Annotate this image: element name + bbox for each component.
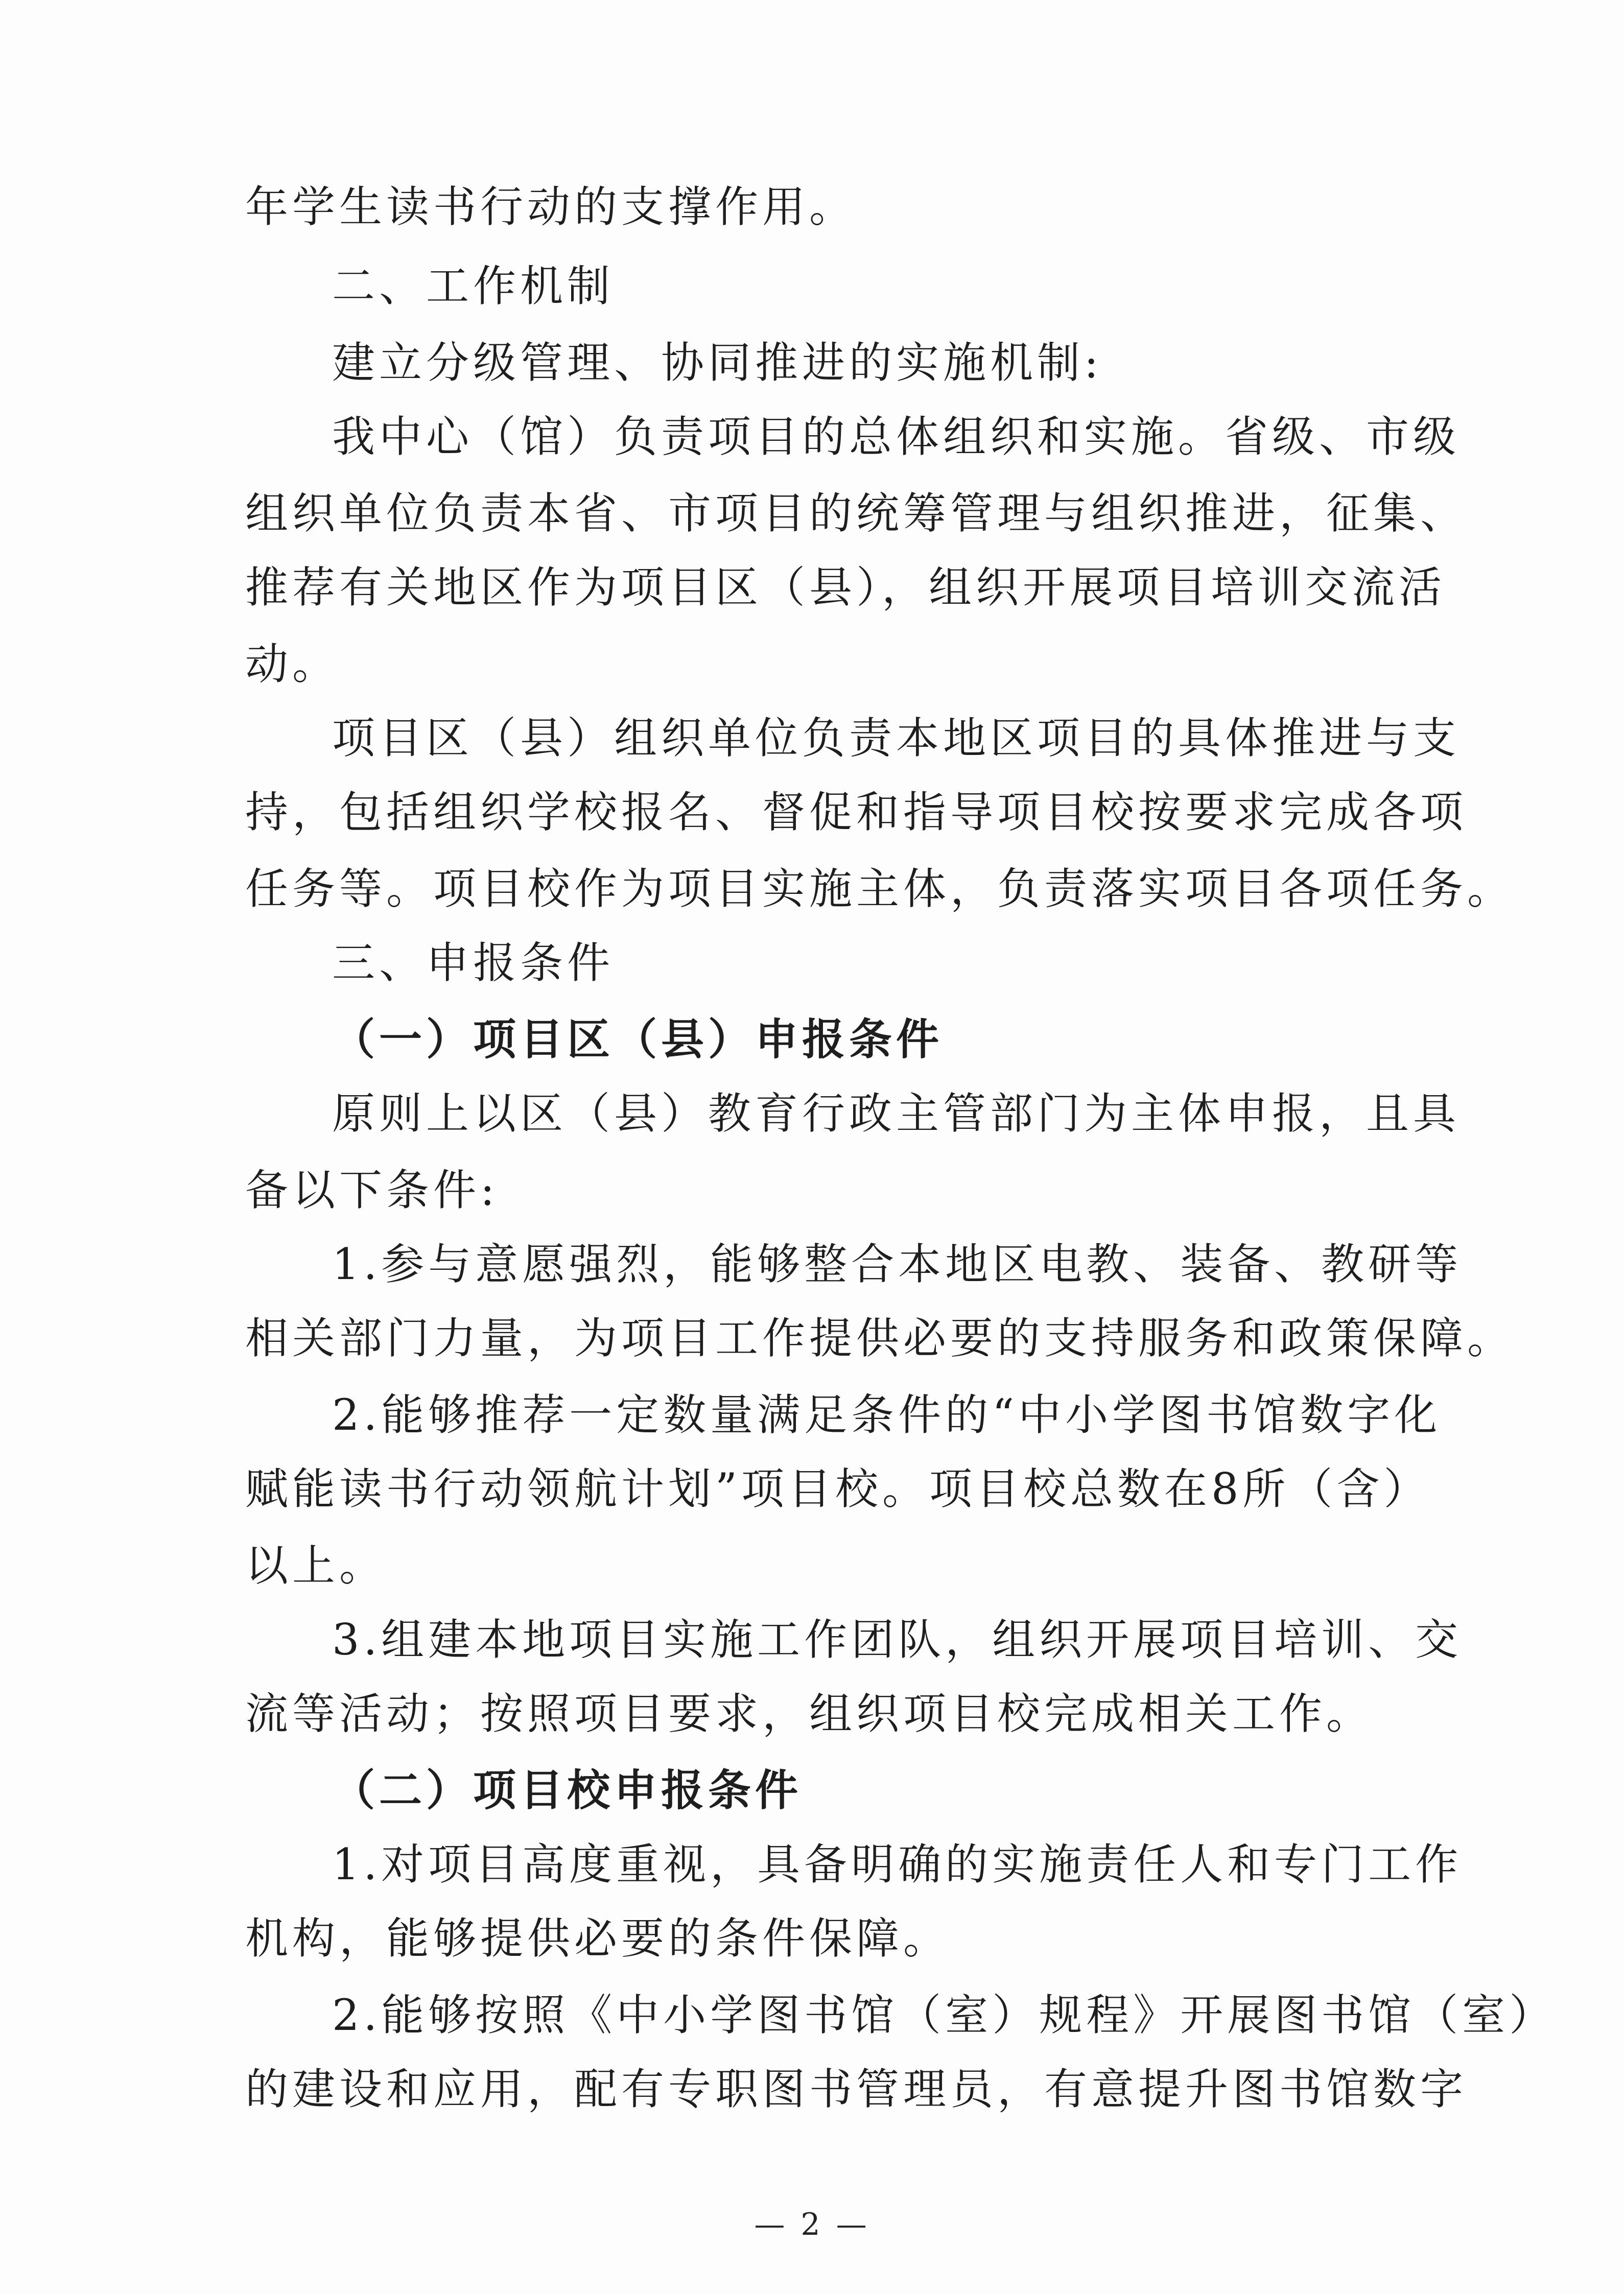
body-text-line: 组织单位负责本省、市项目的统筹管理与组织推进，征集、 bbox=[245, 488, 1468, 538]
body-text-line: 持，包括组织学校报名、督促和指导项目校按要求完成各项 bbox=[245, 787, 1468, 837]
body-text-line: 建立分级管理、协同推进的实施机制: bbox=[332, 338, 1103, 388]
body-text-line: 流等活动；按照项目要求，组织项目校完成相关工作。 bbox=[245, 1689, 1374, 1739]
body-text-line: 我中心（馆）负责项目的总体组织和实施。省级、市级 bbox=[332, 412, 1461, 462]
body-text-line: 备以下条件: bbox=[245, 1165, 499, 1215]
body-text-line: 任务等。项目校作为项目实施主体，负责落实项目各项任务。 bbox=[245, 864, 1515, 914]
body-text-line: 2.能够推荐一定数量满足条件的“中小学图书馆数字化 bbox=[332, 1390, 1442, 1440]
subsection-heading: （一）项目区（县）申报条件 bbox=[332, 1014, 944, 1065]
subsection-heading: （二）项目校申报条件 bbox=[332, 1765, 803, 1815]
body-text-line: 的建设和应用，配有专职图书管理员，有意提升图书馆数字 bbox=[245, 2064, 1468, 2114]
body-text-line: 推荐有关地区作为项目区（县），组织开展项目培训交流活 bbox=[245, 562, 1446, 612]
body-text-line: 项目区（县）组织单位负责本地区项目的具体推进与支 bbox=[332, 713, 1461, 763]
page-number: — 2 — bbox=[754, 2207, 870, 2242]
body-text-line: 年学生读书行动的支撑作用。 bbox=[245, 182, 857, 232]
body-text-line: 机构，能够提供必要的条件保障。 bbox=[245, 1913, 951, 1964]
body-text-line: 赋能读书行动领航计划”项目校。项目校总数在8所（含） bbox=[245, 1464, 1431, 1514]
body-text-line: 原则上以区（县）教育行政主管部门为主体申报，且具 bbox=[332, 1089, 1461, 1139]
body-text-line: 1.对项目高度重视，具备明确的实施责任人和专门工作 bbox=[332, 1839, 1463, 1889]
body-text-line: 动。 bbox=[245, 639, 340, 689]
body-text-line: 2.能够按照《中小学图书馆（室）规程》开展图书馆（室） bbox=[332, 1990, 1557, 2040]
body-text-line: 3.组建本地项目实施工作团队，组织开展项目培训、交 bbox=[332, 1615, 1463, 1665]
section-heading: 三、申报条件 bbox=[332, 938, 615, 988]
body-text-line: 以上。 bbox=[245, 1541, 387, 1591]
body-text-line: 1.参与意愿强烈，能够整合本地区电教、装备、教研等 bbox=[332, 1239, 1463, 1289]
body-text-line: 相关部门力量，为项目工作提供必要的支持服务和政策保障。 bbox=[245, 1313, 1515, 1363]
section-heading: 二、工作机制 bbox=[332, 261, 615, 311]
